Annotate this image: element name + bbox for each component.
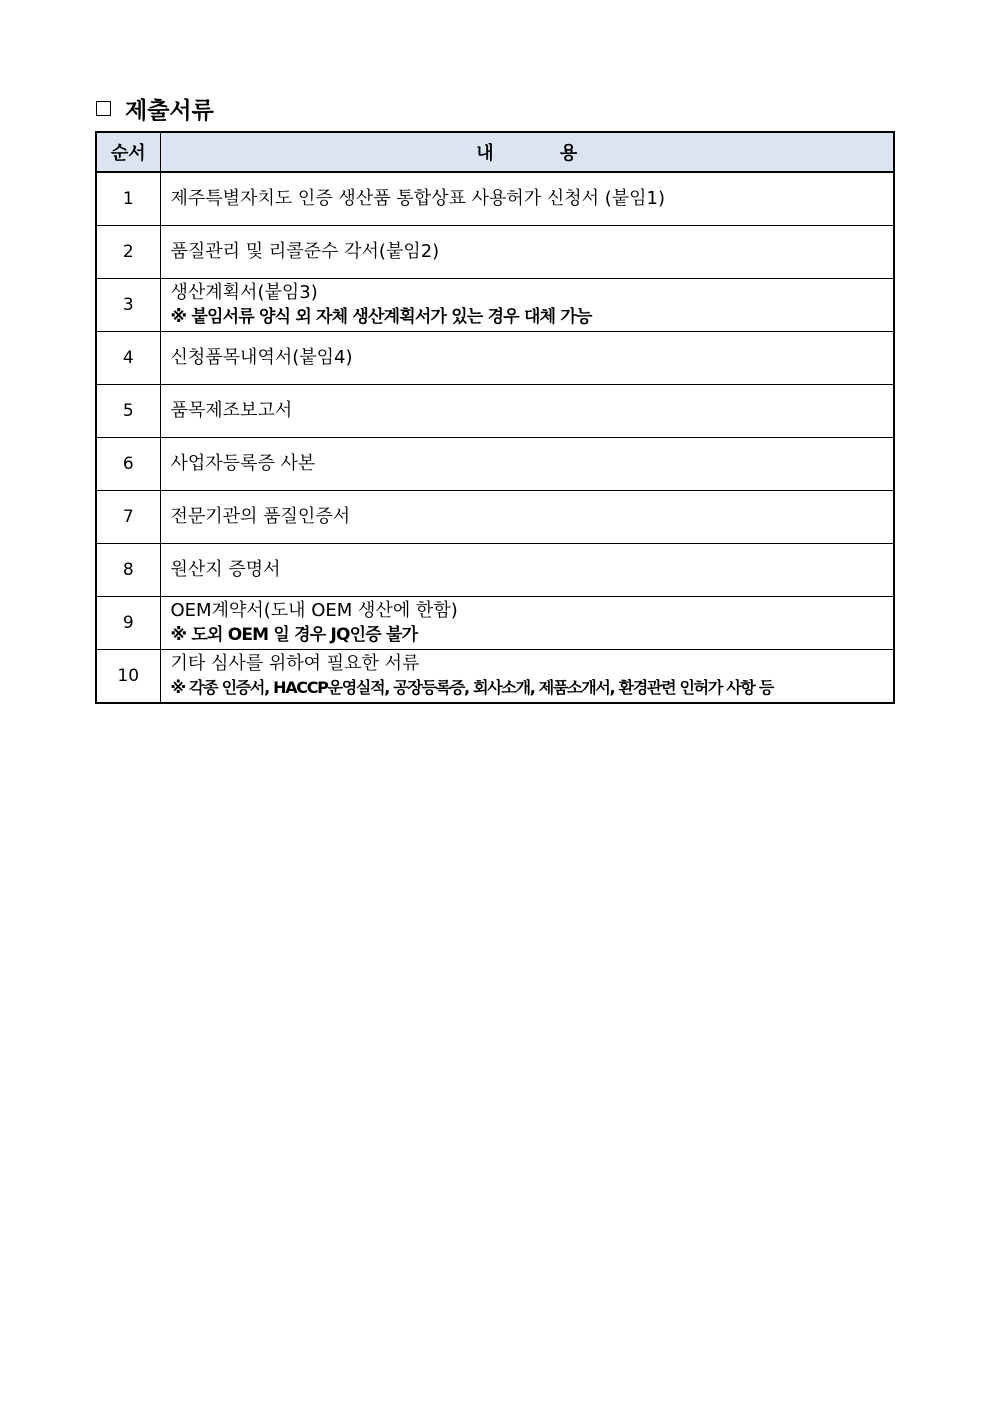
table-row	[96, 597, 894, 650]
row-content	[160, 172, 894, 226]
row-text: 생산계획서(붙임3)	[170, 282, 318, 303]
square-bullet-icon	[96, 101, 111, 116]
row-content	[160, 650, 894, 704]
section-heading	[96, 92, 214, 124]
table-row	[96, 226, 894, 279]
header-no: 순서	[96, 132, 160, 172]
row-content	[160, 544, 894, 597]
table-row	[96, 279, 894, 332]
row-number: 8	[96, 544, 160, 597]
row-text: 사업자등록증 사본	[170, 453, 316, 474]
row-content	[160, 438, 894, 491]
row-content	[160, 385, 894, 438]
table-row	[96, 385, 894, 438]
row-content	[160, 279, 894, 332]
table-row	[96, 438, 894, 491]
row-text: OEM계약서(도내 OEM 생산에 한함)	[170, 600, 458, 621]
row-content	[160, 332, 894, 385]
row-content	[160, 597, 894, 650]
row-number: 10	[96, 650, 160, 704]
section-title: 제출서류	[125, 97, 214, 124]
row-number: 7	[96, 491, 160, 544]
table-row	[96, 491, 894, 544]
table-row	[96, 544, 894, 597]
header-content: 내 용	[160, 132, 894, 172]
row-text: 신청품목내역서(붙임4)	[170, 347, 353, 368]
row-content	[160, 491, 894, 544]
row-number: 6	[96, 438, 160, 491]
documents-table	[95, 131, 895, 704]
table-row	[96, 172, 894, 226]
row-text: 품목제조보고서	[170, 400, 293, 421]
row-number: 3	[96, 279, 160, 332]
row-text: 전문기관의 품질인증서	[170, 506, 351, 527]
row-text: 기타 심사를 위하여 필요한 서류	[170, 653, 420, 674]
row-note: ※ 붙임서류 양식 외 자체 생산계획서가 있는 경우 대체 가능	[170, 307, 592, 327]
row-note: ※ 도외 OEM 일 경우 JQ인증 불가	[170, 625, 418, 645]
row-number: 4	[96, 332, 160, 385]
row-number: 5	[96, 385, 160, 438]
table-row	[96, 650, 894, 704]
table-header-row	[96, 132, 894, 172]
table-row	[96, 332, 894, 385]
row-number: 9	[96, 597, 160, 650]
row-text: 품질관리 및 리콜준수 각서(붙임2)	[170, 241, 440, 262]
row-number: 2	[96, 226, 160, 279]
row-text: 원산지 증명서	[170, 559, 281, 580]
row-text: 제주특별자치도 인증 생산품 통합상표 사용허가 신청서 (붙임1)	[170, 188, 666, 209]
row-note: ※ 각종 인증서, HACCP운영실적, 공장등록증, 회사소개, 제품소개서, 환경관련 인허가 사항 등	[170, 678, 773, 697]
row-number: 1	[96, 172, 160, 226]
row-content	[160, 226, 894, 279]
